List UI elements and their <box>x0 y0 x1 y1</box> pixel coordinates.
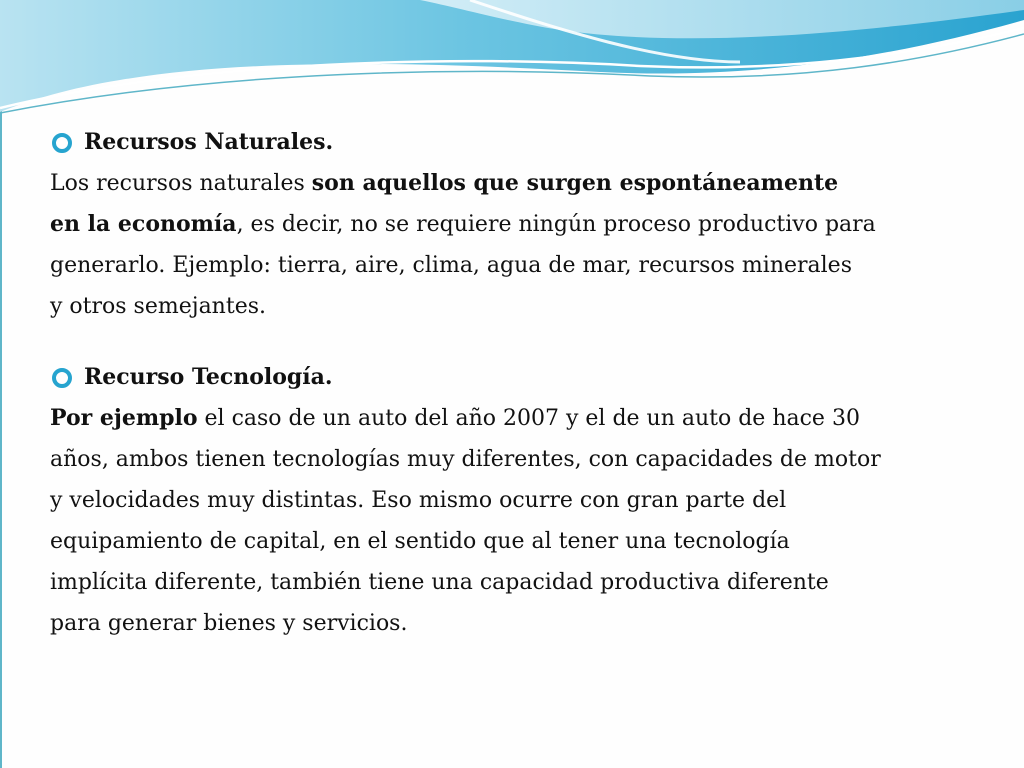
text-line <box>50 439 980 480</box>
section-heading <box>50 122 980 163</box>
section-paragraph <box>50 163 980 327</box>
text-run: el caso de un auto del año 2007 y el de un auto de hace 30 <box>197 406 860 431</box>
text-line <box>50 286 980 327</box>
text-line <box>50 245 980 286</box>
text-line <box>50 163 980 204</box>
section-title: Recurso Tecnología. <box>84 364 333 390</box>
text-line <box>50 562 980 603</box>
text-run-bold: Por ejemplo <box>50 405 198 431</box>
text-run: para generar bienes y servicios. <box>50 611 408 636</box>
section-heading <box>50 357 980 398</box>
text-run: equipamiento de capital, en el sentido que al tener una tecnología <box>50 529 790 554</box>
text-line <box>50 480 980 521</box>
text-line <box>50 521 980 562</box>
slide-content <box>50 122 980 644</box>
section-recurso-tecnologia <box>50 357 980 644</box>
section-recursos-naturales <box>50 122 980 327</box>
text-line <box>50 204 980 245</box>
text-line <box>50 603 980 644</box>
text-run: , es decir, no se requiere ningún proceso productivo para <box>236 212 876 237</box>
text-run: y velocidades muy distintas. Eso mismo ocurre con gran parte del <box>50 488 787 513</box>
text-run: implícita diferente, también tiene una capacidad productiva diferente <box>50 570 829 595</box>
section-paragraph <box>50 398 980 644</box>
text-run: generarlo. Ejemplo: tierra, aire, clima, agua de mar, recursos minerales <box>50 253 852 278</box>
text-run-bold: en la economía <box>50 211 237 237</box>
text-run: años, ambos tienen tecnologías muy diferentes, con capacidades de motor <box>50 447 881 472</box>
text-line <box>50 398 980 439</box>
header-wave-decoration <box>0 0 1024 120</box>
text-run: Los recursos naturales <box>50 171 312 196</box>
section-title: Recursos Naturales. <box>84 129 334 155</box>
text-run: y otros semejantes. <box>50 294 266 319</box>
ring-bullet-icon <box>52 368 72 388</box>
text-run-bold: son aquellos que surgen espontáneamente <box>311 170 839 196</box>
ring-bullet-icon <box>52 133 72 153</box>
